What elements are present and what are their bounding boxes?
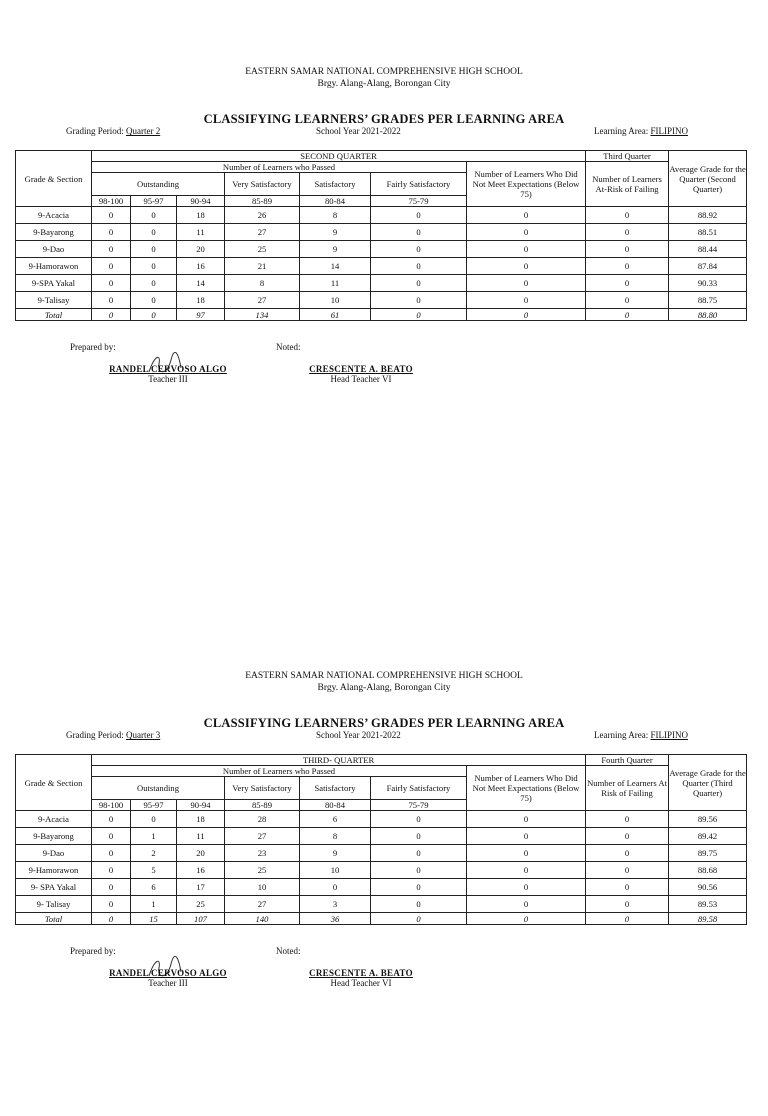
value-cell: 16 — [177, 862, 225, 879]
value-cell: 0 — [92, 845, 131, 862]
value-cell: 0 — [586, 811, 669, 828]
report-page — [0, 0, 768, 512]
value-cell: 18 — [177, 207, 225, 224]
header-satisfactory: Satisfactory — [300, 777, 371, 800]
value-cell: 88.51 — [669, 224, 747, 241]
value-cell: 18 — [177, 292, 225, 309]
value-cell: 90.56 — [669, 879, 747, 896]
value-cell: 20 — [177, 241, 225, 258]
value-cell: 0 — [467, 845, 586, 862]
value-cell: 0 — [371, 241, 467, 258]
learning-area-value: FILIPINO — [650, 730, 688, 740]
section-cell: 9- Talisay — [16, 896, 92, 913]
value-cell: 107 — [177, 913, 225, 925]
table-row — [16, 207, 747, 224]
value-cell: 0 — [131, 207, 177, 224]
section-cell: 9-Dao — [16, 845, 92, 862]
value-cell: 9 — [300, 845, 371, 862]
value-cell: 0 — [467, 309, 586, 321]
header-range-90: 90-94 — [177, 196, 225, 207]
preparer-title: Teacher III — [148, 978, 188, 988]
noted-label: Noted: — [276, 342, 301, 352]
value-cell: 0 — [131, 811, 177, 828]
school-name: EASTERN SAMAR NATIONAL COMPREHENSIVE HIGH SCHOOL — [245, 671, 523, 681]
report-title: CLASSIFYING LEARNERS’ GRADES PER LEARNING AREA — [203, 716, 565, 730]
value-cell: 6 — [300, 811, 371, 828]
section-cell: 9-Hamorawon — [16, 862, 92, 879]
value-cell: 10 — [300, 862, 371, 879]
noter-signature-block — [306, 968, 416, 988]
header-satisfactory: Satisfactory — [300, 173, 371, 196]
value-cell: 26 — [225, 207, 300, 224]
preparer-title: Teacher III — [148, 374, 188, 384]
value-cell: 0 — [467, 275, 586, 292]
school-address: Brgy. Alang-Alang, Borongan City — [317, 683, 451, 693]
section-cell: 9-Bayarong — [16, 224, 92, 241]
value-cell: 17 — [177, 879, 225, 896]
value-cell: 0 — [131, 258, 177, 275]
header-average: Average Grade for the Quarter (Second Quarter) — [669, 151, 747, 207]
school-year: School Year 2021-2022 — [316, 126, 401, 136]
value-cell: 15 — [131, 913, 177, 925]
total-row — [16, 309, 747, 321]
value-cell: 0 — [586, 275, 669, 292]
header-average: Average Grade for the Quarter (Third Quarter) — [669, 755, 747, 811]
section-cell: 9-Talisay — [16, 292, 92, 309]
header-range-80: 80-84 — [300, 196, 371, 207]
value-cell: 1 — [131, 828, 177, 845]
value-cell: 0 — [467, 913, 586, 925]
value-cell: 10 — [225, 879, 300, 896]
header-fairly-satisfactory: Fairly Satisfactory — [371, 173, 467, 196]
grading-period — [66, 126, 160, 136]
value-cell: 0 — [371, 879, 467, 896]
value-cell: 0 — [371, 224, 467, 241]
table-row — [16, 862, 747, 879]
value-cell: 0 — [586, 862, 669, 879]
value-cell: 0 — [586, 241, 669, 258]
value-cell: 27 — [225, 224, 300, 241]
prepared-by-label: Prepared by: — [70, 342, 116, 352]
school-address: Brgy. Alang-Alang, Borongan City — [317, 79, 451, 89]
header-did-not-meet: Number of Learners Who Did Not Meet Expectations (Below 75) — [467, 766, 586, 811]
value-cell: 0 — [371, 811, 467, 828]
noter-title: Head Teacher VI — [330, 374, 392, 384]
value-cell: 0 — [467, 862, 586, 879]
value-cell: 0 — [371, 913, 467, 925]
value-cell: 88.44 — [669, 241, 747, 258]
grading-period-label: Grading Period: — [66, 730, 126, 740]
value-cell: 0 — [92, 896, 131, 913]
value-cell: 8 — [300, 207, 371, 224]
value-cell: 9 — [300, 224, 371, 241]
value-cell: 0 — [586, 309, 669, 321]
value-cell: 0 — [92, 292, 131, 309]
header-quarter: THIRD- QUARTER — [92, 755, 586, 766]
value-cell: 0 — [586, 913, 669, 925]
report-title: CLASSIFYING LEARNERS’ GRADES PER LEARNING AREA — [203, 112, 565, 126]
value-cell: 0 — [92, 258, 131, 275]
value-cell: 5 — [131, 862, 177, 879]
header-very-satisfactory: Very Satisfactory — [225, 173, 300, 196]
value-cell: 0 — [371, 862, 467, 879]
header-fairly-satisfactory: Fairly Satisfactory — [371, 777, 467, 800]
value-cell: 90.33 — [669, 275, 747, 292]
value-cell: 0 — [92, 828, 131, 845]
grades-table — [15, 150, 747, 321]
section-cell: Total — [16, 913, 92, 925]
value-cell: 27 — [225, 828, 300, 845]
value-cell: 11 — [177, 828, 225, 845]
value-cell: 89.58 — [669, 913, 747, 925]
school-header — [0, 66, 768, 90]
table-row — [16, 896, 747, 913]
grading-period-value: Quarter 2 — [126, 126, 161, 136]
value-cell: 18 — [177, 811, 225, 828]
value-cell: 0 — [131, 224, 177, 241]
value-cell: 6 — [131, 879, 177, 896]
header-quarter: SECOND QUARTER — [92, 151, 586, 162]
preparer-signature-block — [98, 364, 238, 384]
table-row — [16, 275, 747, 292]
value-cell: 0 — [586, 224, 669, 241]
table-row — [16, 845, 747, 862]
value-cell: 27 — [225, 292, 300, 309]
section-cell: 9- SPA Yakal — [16, 879, 92, 896]
header-range-75: 75-79 — [371, 196, 467, 207]
header-at-risk: Number of Learners At Risk of Failing — [586, 766, 669, 811]
value-cell: 23 — [225, 845, 300, 862]
value-cell: 0 — [92, 811, 131, 828]
value-cell: 36 — [300, 913, 371, 925]
header-range-98: 98-100 — [92, 196, 131, 207]
learning-area — [594, 730, 688, 740]
value-cell: 0 — [92, 862, 131, 879]
section-cell: 9-Dao — [16, 241, 92, 258]
table-row — [16, 292, 747, 309]
grading-period — [66, 730, 160, 740]
value-cell: 88.68 — [669, 862, 747, 879]
header-range-95: 95-97 — [131, 196, 177, 207]
prepared-by-label: Prepared by: — [70, 946, 116, 956]
value-cell: 2 — [131, 845, 177, 862]
value-cell: 21 — [225, 258, 300, 275]
table-row — [16, 828, 747, 845]
value-cell: 14 — [300, 258, 371, 275]
header-passed: Number of Learners who Passed — [92, 766, 467, 777]
section-cell: 9-Acacia — [16, 207, 92, 224]
value-cell: 0 — [300, 879, 371, 896]
value-cell: 27 — [225, 896, 300, 913]
value-cell: 0 — [586, 896, 669, 913]
section-cell: 9-Hamorawon — [16, 258, 92, 275]
header-outstanding: Outstanding — [92, 777, 225, 800]
preparer-signature-block — [98, 968, 238, 988]
value-cell: 0 — [586, 845, 669, 862]
grading-period-value: Quarter 3 — [126, 730, 161, 740]
school-header — [0, 670, 768, 694]
report-page — [0, 604, 768, 1116]
value-cell: 88.75 — [669, 292, 747, 309]
value-cell: 25 — [177, 896, 225, 913]
header-passed: Number of Learners who Passed — [92, 162, 467, 173]
value-cell: 0 — [467, 241, 586, 258]
header-range-95: 95-97 — [131, 800, 177, 811]
value-cell: 1 — [131, 896, 177, 913]
header-range-80: 80-84 — [300, 800, 371, 811]
grades-table — [15, 754, 747, 925]
learning-area-label: Learning Area: — [594, 730, 651, 740]
preparer-name: RANDEL CERVOSO ALGO — [109, 968, 227, 978]
header-range-98: 98-100 — [92, 800, 131, 811]
value-cell: 89.56 — [669, 811, 747, 828]
value-cell: 0 — [467, 828, 586, 845]
preparer-name: RANDEL CERVOSO ALGO — [109, 364, 227, 374]
header-range-85: 85-89 — [225, 800, 300, 811]
noter-name: CRESCENTE A. BEATO — [309, 364, 413, 374]
value-cell: 10 — [300, 292, 371, 309]
value-cell: 11 — [177, 224, 225, 241]
value-cell: 0 — [131, 292, 177, 309]
value-cell: 0 — [467, 258, 586, 275]
value-cell: 134 — [225, 309, 300, 321]
value-cell: 0 — [586, 828, 669, 845]
value-cell: 0 — [371, 309, 467, 321]
value-cell: 0 — [371, 292, 467, 309]
value-cell: 0 — [371, 258, 467, 275]
grading-period-label: Grading Period: — [66, 126, 126, 136]
value-cell: 0 — [467, 811, 586, 828]
value-cell: 0 — [371, 275, 467, 292]
header-at-risk: Number of Learners At-Risk of Failing — [586, 162, 669, 207]
section-cell: Total — [16, 309, 92, 321]
value-cell: 87.84 — [669, 258, 747, 275]
value-cell: 89.75 — [669, 845, 747, 862]
value-cell: 0 — [92, 879, 131, 896]
value-cell: 0 — [586, 879, 669, 896]
value-cell: 9 — [300, 241, 371, 258]
value-cell: 97 — [177, 309, 225, 321]
learning-area — [594, 126, 688, 136]
value-cell: 140 — [225, 913, 300, 925]
total-row — [16, 913, 747, 925]
value-cell: 0 — [371, 845, 467, 862]
value-cell: 0 — [92, 224, 131, 241]
noter-signature-block — [306, 364, 416, 384]
section-cell: 9-Acacia — [16, 811, 92, 828]
value-cell: 0 — [586, 292, 669, 309]
header-outstanding: Outstanding — [92, 173, 225, 196]
value-cell: 0 — [371, 896, 467, 913]
value-cell: 3 — [300, 896, 371, 913]
value-cell: 88.80 — [669, 309, 747, 321]
table-row — [16, 241, 747, 258]
header-next-quarter: Third Quarter — [586, 151, 669, 162]
header-did-not-meet: Number of Learners Who Did Not Meet Expectations (Below 75) — [467, 162, 586, 207]
value-cell: 16 — [177, 258, 225, 275]
value-cell: 89.53 — [669, 896, 747, 913]
noter-title: Head Teacher VI — [330, 978, 392, 988]
header-grade-section: Grade & Section — [16, 755, 92, 811]
value-cell: 8 — [225, 275, 300, 292]
value-cell: 0 — [467, 224, 586, 241]
value-cell: 0 — [92, 241, 131, 258]
value-cell: 25 — [225, 862, 300, 879]
section-cell: 9-SPA Yakal — [16, 275, 92, 292]
value-cell: 0 — [131, 275, 177, 292]
table-row — [16, 224, 747, 241]
school-year: School Year 2021-2022 — [316, 730, 401, 740]
value-cell: 0 — [371, 828, 467, 845]
value-cell: 0 — [467, 207, 586, 224]
value-cell: 61 — [300, 309, 371, 321]
value-cell: 0 — [467, 879, 586, 896]
header-next-quarter: Fourth Quarter — [586, 755, 669, 766]
value-cell: 0 — [92, 275, 131, 292]
value-cell: 25 — [225, 241, 300, 258]
value-cell: 0 — [92, 913, 131, 925]
value-cell: 0 — [467, 292, 586, 309]
value-cell: 88.92 — [669, 207, 747, 224]
value-cell: 0 — [467, 896, 586, 913]
value-cell: 14 — [177, 275, 225, 292]
table-row — [16, 258, 747, 275]
header-range-90: 90-94 — [177, 800, 225, 811]
noter-name: CRESCENTE A. BEATO — [309, 968, 413, 978]
value-cell: 0 — [131, 241, 177, 258]
learning-area-value: FILIPINO — [650, 126, 688, 136]
table-row — [16, 879, 747, 896]
noted-label: Noted: — [276, 946, 301, 956]
header-grade-section: Grade & Section — [16, 151, 92, 207]
header-range-75: 75-79 — [371, 800, 467, 811]
header-range-85: 85-89 — [225, 196, 300, 207]
header-very-satisfactory: Very Satisfactory — [225, 777, 300, 800]
value-cell: 0 — [92, 207, 131, 224]
school-name: EASTERN SAMAR NATIONAL COMPREHENSIVE HIGH SCHOOL — [245, 67, 523, 77]
value-cell: 0 — [131, 309, 177, 321]
value-cell: 0 — [371, 207, 467, 224]
table-row — [16, 811, 747, 828]
value-cell: 28 — [225, 811, 300, 828]
learning-area-label: Learning Area: — [594, 126, 651, 136]
value-cell: 8 — [300, 828, 371, 845]
section-cell: 9-Bayarong — [16, 828, 92, 845]
value-cell: 0 — [586, 207, 669, 224]
value-cell: 0 — [92, 309, 131, 321]
value-cell: 20 — [177, 845, 225, 862]
value-cell: 0 — [586, 258, 669, 275]
value-cell: 11 — [300, 275, 371, 292]
value-cell: 89.42 — [669, 828, 747, 845]
